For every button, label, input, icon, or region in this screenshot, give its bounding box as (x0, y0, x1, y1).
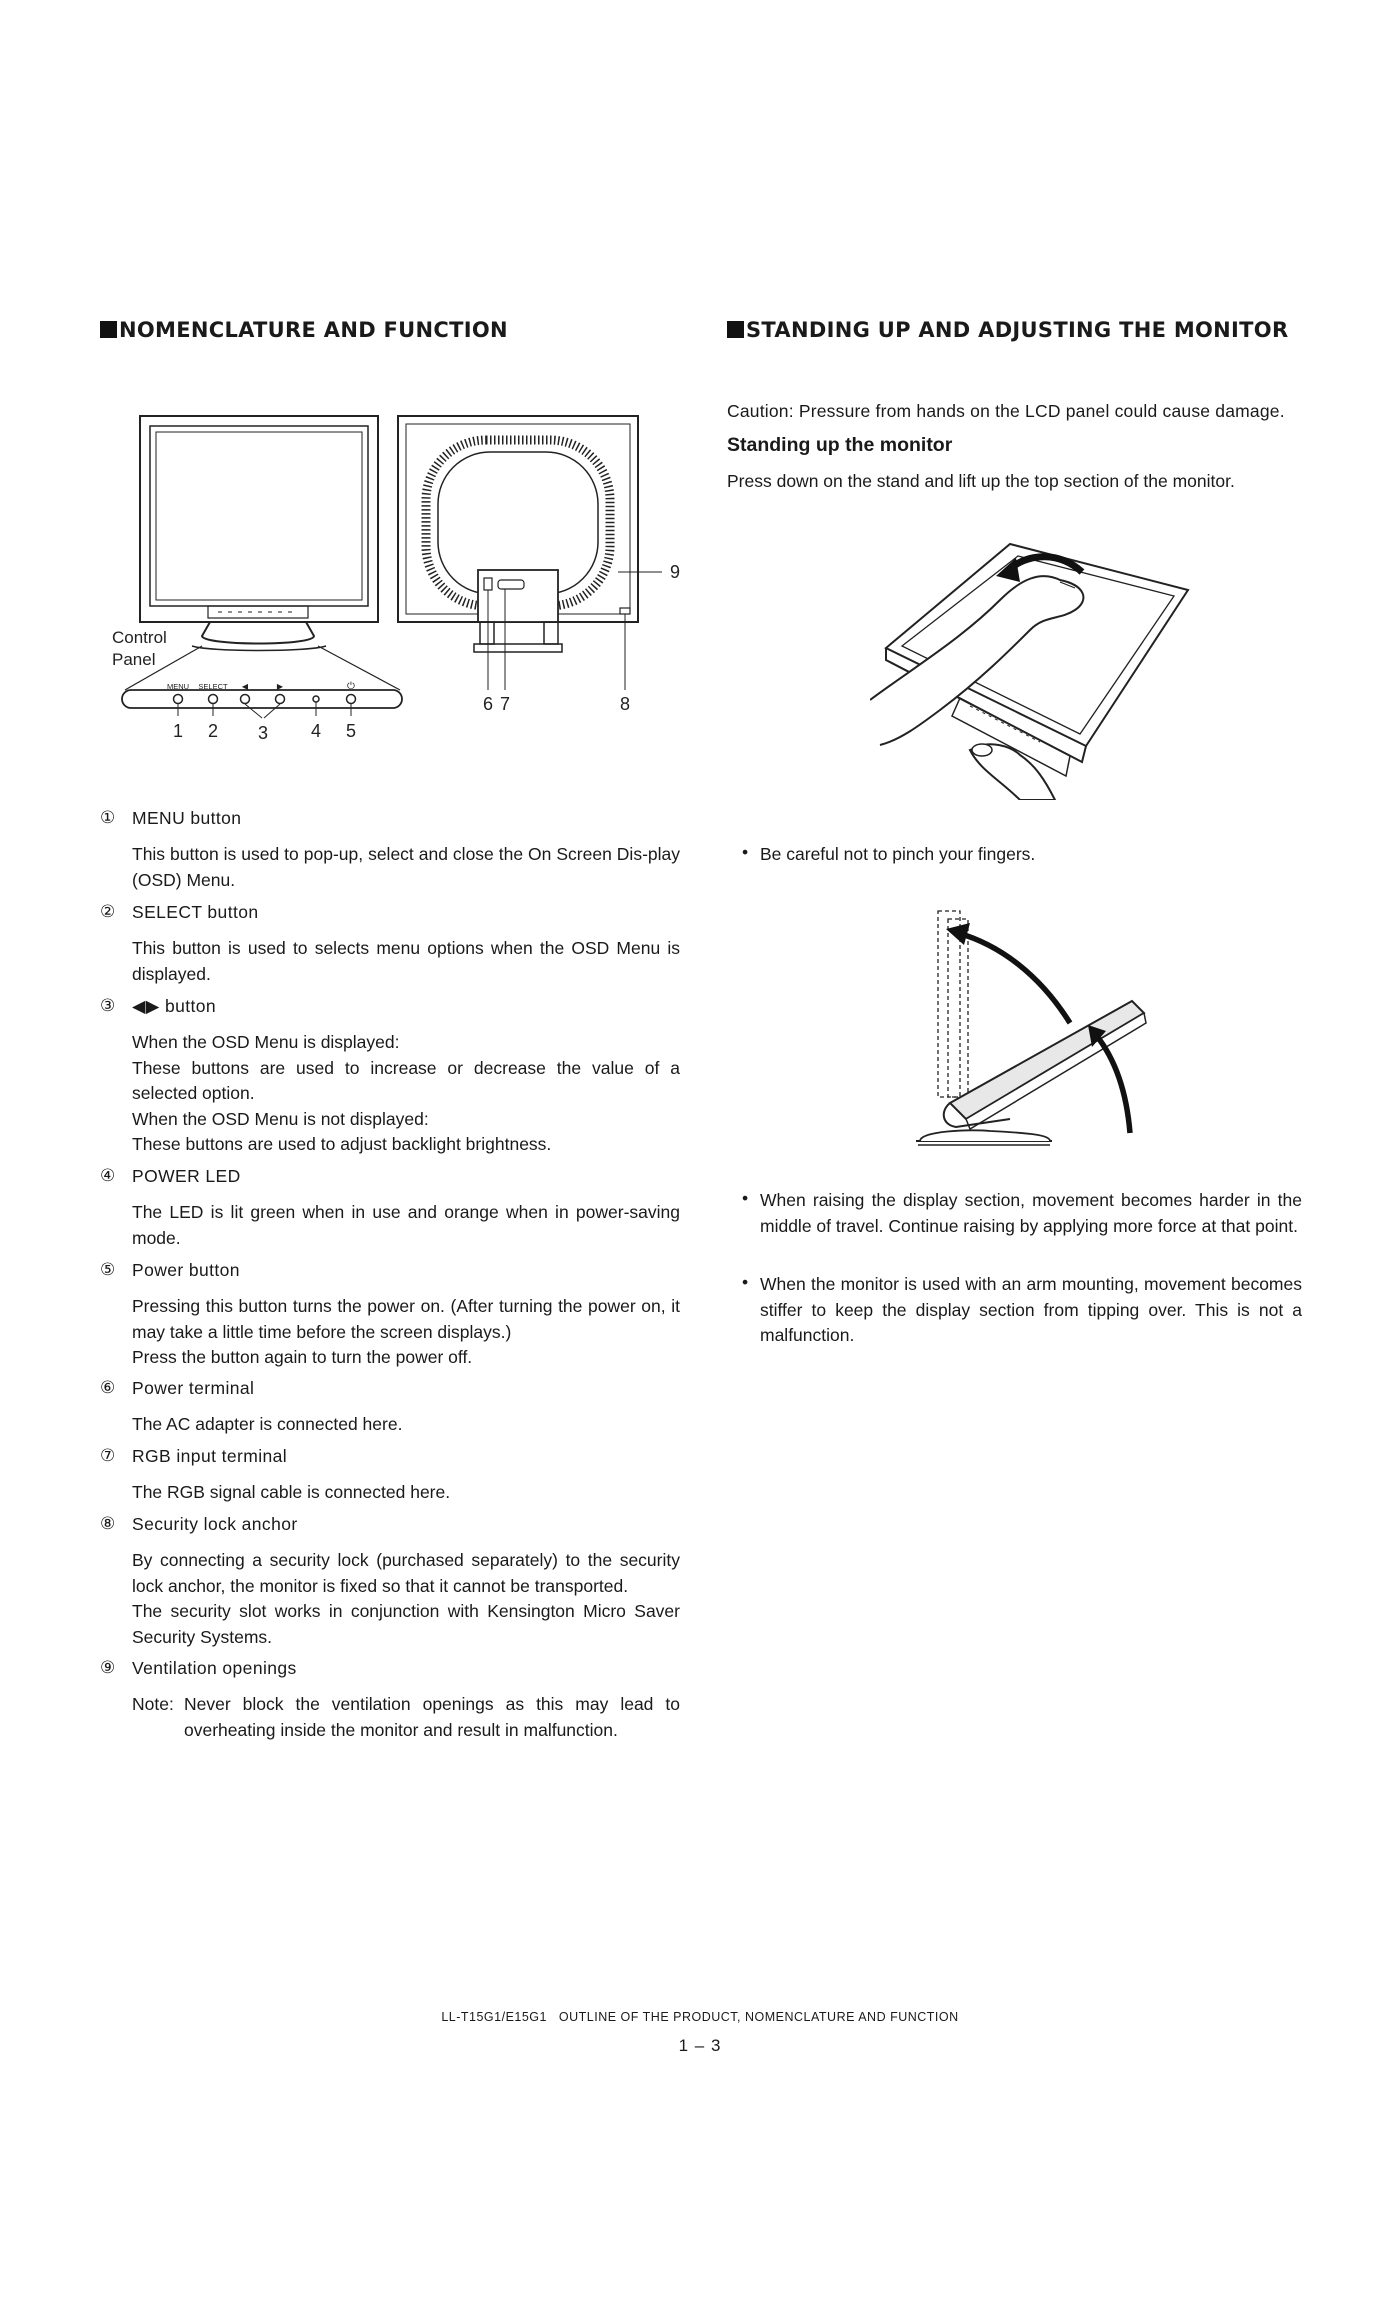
heading-square-icon (727, 321, 744, 338)
left-arrow-icon: ◀ (241, 682, 249, 691)
caution-text: Caution: Pressure from hands on the LCD panel could cause damage. (727, 401, 1285, 421)
ventilation-note (132, 1692, 680, 1743)
select-label: SELECT (198, 682, 228, 691)
bullet-pinch-fingers: Be careful not to pinch your fingers. (760, 844, 1036, 864)
control-panel-drawing (122, 681, 402, 718)
callout-7: 7 (499, 694, 511, 714)
heading-square-icon (100, 321, 117, 338)
bullet-marker: • (742, 1188, 749, 1208)
item-number: ④ (100, 1166, 116, 1185)
item-number: ⑤ (100, 1260, 116, 1279)
front-monitor-drawing (140, 416, 378, 651)
item-title: Ventilation openings (132, 1658, 297, 1678)
item-description: The LED is lit green when in use and orange when in power-saving mode. (132, 1202, 680, 1248)
item-description: By connecting a security lock (purchased separately) to the security lock anchor, the monitor is fixed so that it cannot be transported. The security slot works in conjunction with Kensington Micro Saver Security Systems. (132, 1550, 680, 1647)
item-title: POWER LED (132, 1166, 241, 1186)
lift-monitor-figure (870, 530, 1200, 800)
control-panel-label-line1: Control (112, 628, 167, 647)
callout-1: 1 (172, 721, 184, 741)
power-button-marker (347, 695, 356, 704)
item-title: Power terminal (132, 1378, 255, 1398)
right-section-heading: STANDING UP AND ADJUSTING THE MONITOR (727, 318, 1288, 342)
note-text: Never block the ventilation openings as this may lead to overheating inside the monitor and result in malfunction. (184, 1694, 680, 1740)
item-title: MENU button (132, 808, 242, 828)
menu-label: MENU (166, 682, 190, 691)
bullet-raising-display: When raising the display section, movement becomes harder in the middle of travel. Continue raising by applying more force at that point. (760, 1190, 1302, 1236)
item-title: RGB input terminal (132, 1446, 288, 1466)
control-panel-label-line2: Panel (112, 650, 156, 669)
standing-up-subheading: Standing up the monitor (727, 434, 953, 456)
item-number: ⑨ (100, 1658, 116, 1677)
callout-9: 9 (670, 562, 681, 582)
stand-instruction: Press down on the stand and lift up the top section of the monitor. (727, 471, 1235, 491)
item-number: ⑥ (100, 1378, 116, 1397)
power-symbol-icon: ⏻ (347, 681, 355, 692)
power-led-marker (313, 696, 319, 702)
callout-8: 8 (619, 694, 631, 714)
right-button-marker (276, 695, 285, 704)
item-description: This button is used to selects menu options when the OSD Menu is displayed. (132, 938, 680, 984)
menu-button-marker (174, 695, 183, 704)
item-number: ③ (100, 996, 116, 1015)
item-number: ② (100, 902, 116, 921)
bullet-arm-mounting: When the monitor is used with an arm mounting, movement becomes stiffer to keep the display section from tipping over. This is not a malfunction. (760, 1274, 1302, 1345)
item-number: ⑧ (100, 1514, 116, 1533)
item-title: SELECT button (132, 902, 259, 922)
right-arrow-icon: ▶ (276, 682, 284, 691)
raise-angle-figure (900, 905, 1160, 1155)
note-label: Note: (132, 1694, 174, 1714)
item-title: Power button (132, 1260, 240, 1280)
callout-2: 2 (207, 721, 219, 741)
nomenclature-figure (100, 400, 700, 770)
select-button-marker (209, 695, 218, 704)
item-description: The RGB signal cable is connected here. (132, 1482, 451, 1502)
callout-4: 4 (310, 721, 322, 741)
item-description: When the OSD Menu is displayed: These buttons are used to increase or decrease the value of a selected option. When the OSD Menu is not displayed: These buttons are used to adjust backlight brightness. (132, 1032, 680, 1154)
rear-monitor-drawing (398, 416, 638, 652)
bullet-marker: • (742, 842, 749, 862)
item-title: Security lock anchor (132, 1514, 298, 1534)
item-number: ⑦ (100, 1446, 116, 1465)
bullet-marker: • (742, 1272, 749, 1292)
footer-text: LL-T15G1/E15G1 OUTLINE OF THE PRODUCT, NOMENCLATURE AND FUNCTION (441, 2010, 959, 2024)
callout-5: 5 (345, 721, 357, 741)
item-description: This button is used to pop-up, select and close the On Screen Dis-play (OSD) Menu. (132, 844, 680, 890)
left-section-heading: NOMENCLATURE AND FUNCTION (100, 318, 508, 342)
callout-6: 6 (482, 694, 494, 714)
left-button-marker (241, 695, 250, 704)
item-title: ◀▶ button (132, 996, 217, 1016)
item-description: The AC adapter is connected here. (132, 1414, 403, 1434)
item-number: ① (100, 808, 116, 827)
page-number: 1 – 3 (678, 2036, 722, 2055)
callout-3: 3 (257, 723, 269, 743)
item-description: Pressing this button turns the power on. (After turning the power on, it may take a little time before the screen displays.) Press the button again to turn the power off. (132, 1296, 680, 1367)
